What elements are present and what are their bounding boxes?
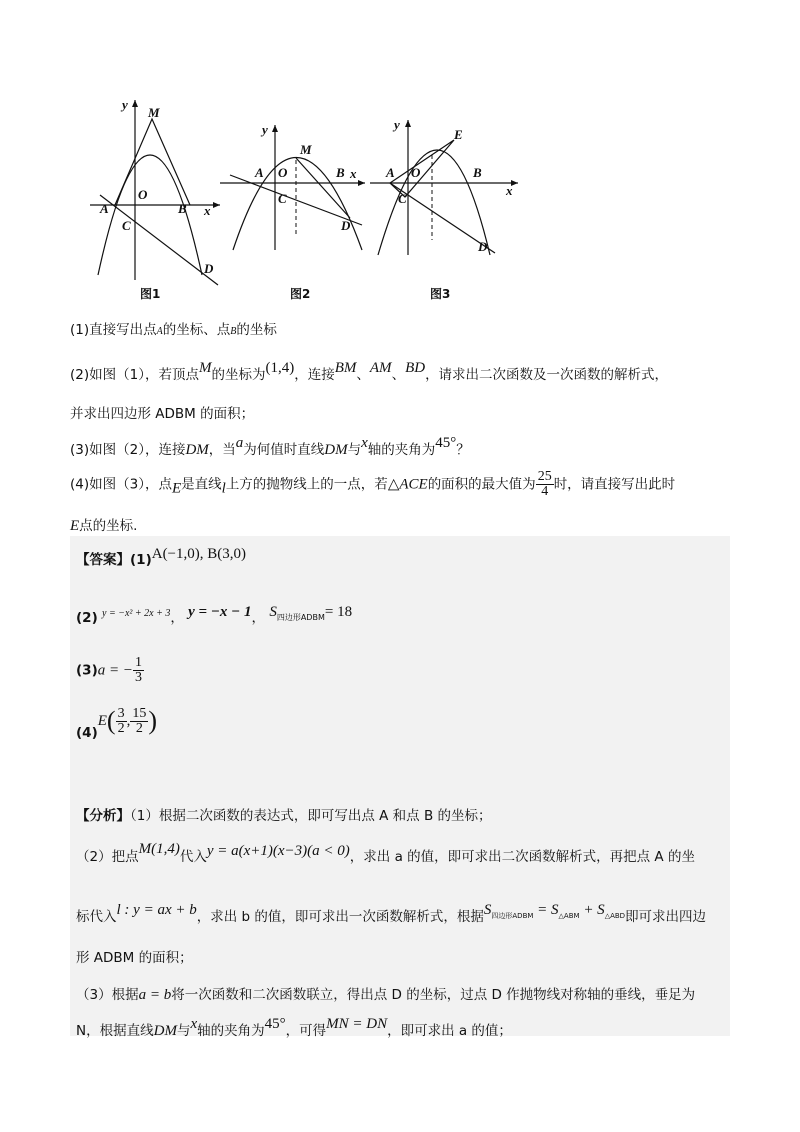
analysis-p3-s1-sub: 四边形ADBM [491,912,534,920]
analysis-p3-s3-sub: △ABD [604,912,626,920]
answer-line-2: (2) $^{y = -x^2 + 2x + 3}$， y = −x − 1， S四边形ADBM= 18 [76,604,353,626]
q3-mid-3: 与 [347,442,362,458]
fig2-label-d: D [341,218,351,233]
q3-prefix: (3)如图（2），连接 [70,442,186,458]
analysis-p1: （1）根据二次函数的表达式，即可写出点 A 和点 B 的坐标； [130,808,492,824]
q2-coord-text: 的坐标为 [211,367,266,383]
fig3-label-d: D [478,239,488,254]
q2-prefix: (2)如图（1），若顶点 [70,367,199,383]
analysis-line-2 [76,841,695,865]
answer-4-fraction-2 [130,707,148,736]
q4-prefix: (4)如图（3），点 [70,476,172,493]
fig3-label-a: A [386,165,395,180]
analysis-line-5 [76,983,695,1004]
analysis-p2-a: （2）把点 [76,849,139,865]
analysis-p6-d: ，可得 [285,1023,327,1039]
analysis-p6-e: ，即可求出 a 的值； [387,1023,512,1039]
answer-3-num: (3) [76,662,98,679]
answer-4-frac2-den: 2 [135,720,143,736]
fig3-label-c: C [398,191,407,206]
q2-seg-bm: BM [334,360,357,376]
analysis-line-3 [76,902,706,925]
q1-point-b: B [230,326,237,337]
analysis-line-1 [76,804,492,824]
answer-4-frac1-num: 3 [117,705,125,721]
answer-2-area-val: = 18 [324,604,353,620]
answer-line-1 [76,546,246,568]
analysis-p2-eq: y = a(x+1)(x−3)(a < 0) [206,843,350,859]
q3-axis-x: x [361,435,368,451]
q3-mid-4: 轴的夹角为 [367,442,436,458]
analysis-p5-a: （3）根据 [76,987,139,1003]
q1-mid: 的坐标、点 [162,322,231,338]
q1-prefix: (1)直接写出点 [70,322,157,338]
fig1-label-d: D [204,261,214,276]
q3-seg-dm: DM [185,442,209,458]
answer-4-frac1-den: 2 [117,720,125,736]
analysis-line-4: 形 ADBM 的面积； [76,950,193,966]
answer-4-frac2-num: 15 [132,705,147,721]
q2-sep-2: 、 [391,367,406,383]
analysis-p6-c: 轴的夹角为 [197,1023,265,1039]
analysis-p3-b: ，求出 b 的值，即可求出一次函数解析式，根据 [196,909,484,925]
q3-mid-2: 为何值时直线 [243,442,325,458]
answer-4-point-e: E [97,713,107,729]
analysis-p6-b: 与 [176,1023,191,1039]
q4-frac-num: 25 [537,469,552,484]
answer-3-frac-num: 1 [134,655,142,670]
q4-triangle: △ACE [387,476,428,493]
figures [90,95,540,305]
answer-line-4: (4)E( $\frac{3}{2}$ , $\frac{15}{2}$ ) [76,705,157,741]
q1-point-a: A [156,326,163,337]
answer-3-frac-den: 3 [134,670,142,685]
fig2-label-y: y [262,122,268,137]
analysis-p5-b: 将一次函数和二次函数联立，得出点 D 的坐标，过点 D 作抛物线对称轴的垂线，垂足为 [171,987,696,1003]
analysis-p2-m: M(1,4) [138,841,180,857]
q3-suffix: ？ [456,442,470,458]
answer-2-quadratic: y = −x² + 2x + 3 [102,608,171,619]
answer-3-lhs: a = − [97,662,133,679]
question-2 [70,358,668,385]
fig3-caption: 图3 [430,287,451,301]
answer-4-num: (4) [76,725,98,741]
fig1-label-x: x [204,203,211,218]
analysis-line-6 [76,1016,512,1040]
fig3-label-y: y [394,117,400,132]
fig1-label-m: M [148,105,160,120]
q4-line-l: l [221,480,226,497]
fig3-label-e: E [454,127,463,142]
q2-seg-bd: BD [405,360,426,376]
q4-mid-3: 的面积的最大值为 [427,476,536,493]
q2-point-m: M [198,360,212,376]
q4-line2-text: 点的坐标. [79,518,138,534]
fig2-label-a: A [255,165,264,180]
question-1 [70,320,277,342]
q4-mid-2: 上方的抛物线上的一点，若 [225,476,388,493]
analysis-p3-s1: S [483,902,492,918]
analysis-p6-x: x [190,1016,198,1032]
fig3-label-o: O [411,165,421,180]
q3-seg-dm-2: DM [324,442,348,458]
q3-angle: 45° [435,435,457,451]
q2-sep-1: 、 [356,367,370,383]
analysis-p6-eq: MN = DN [326,1016,388,1032]
answer-2-num: (2) [76,610,98,626]
answer-line-3 [76,656,144,685]
answer-2-area-sub: 四边形ADBM [276,613,325,622]
analysis-p3-s2-sub: △ABM [558,912,580,920]
analysis-p3-c: 即可求出四边 [625,909,707,925]
analysis-p3-a: 标代入 [76,909,117,925]
figure-1 [90,95,240,305]
fig2-caption: 图2 [290,287,311,301]
q2-seg-am: AM [369,360,392,376]
answer-2-linear: y = −x − 1 [188,604,252,620]
q3-var-a: a [235,435,244,451]
q4-frac-den: 4 [541,484,549,499]
fig1-label-o: O [138,187,148,202]
q4-point-e: E [171,480,182,497]
fig1-label-y: y [122,97,128,112]
q4-fraction [536,470,554,499]
question-2-line-2: 并求出四边形 ADBM 的面积； [70,406,255,422]
fig2-label-b: B [336,165,345,180]
analysis-p2-c: ，求出 a 的值，即可求出二次函数解析式，再把点 A 的坐 [349,849,695,865]
answer-panel [70,536,730,1039]
fig1-label-a: A [100,201,109,216]
analysis-p3-plus: + S [579,902,605,918]
question-4 [70,470,675,503]
answer-label: 【答案】 [76,552,130,568]
fig3-label-b: B [473,165,482,180]
q2-join: ，连接 [294,367,335,383]
q4-mid-1: 是直线 [181,476,222,493]
answer-1: A(−1,0), B(3,0) [151,546,247,562]
analysis-p3-eq2: = S [533,902,559,918]
figure-2 [230,120,380,330]
answer-3-fraction [133,656,144,685]
fig2-label-m: M [300,142,312,157]
analysis-p3-eq: l : y = ax + b [116,902,197,918]
q3-mid-1: ，当 [208,442,236,458]
fig2-label-c: C [278,191,287,206]
q2-coord: (1,4) [265,360,295,376]
answer-4-fraction-1 [116,707,127,736]
question-3 [70,433,470,460]
q1-suffix: 的坐标 [236,322,277,338]
figure-3 [370,115,530,325]
fig1-label-c: C [122,218,131,233]
fig3-label-x: x [506,183,513,198]
q4-suffix: 时，请直接写出此时 [553,476,676,493]
analysis-label: 【分析】 [76,808,130,824]
analysis-p6-dm: DM [153,1023,177,1039]
q2-suffix: ，请求出二次函数及一次函数的解析式， [425,367,669,383]
fig1-caption: 图1 [140,287,161,301]
analysis-p6-a: N，根据直线 [76,1023,154,1039]
fig1-label-b: B [178,201,187,216]
fig2-label-o: O [278,165,288,180]
analysis-p2-b: 代入 [179,849,207,865]
answer-1-num: (1) [130,552,152,568]
q4-line2-point-e: E [70,518,80,534]
analysis-p6-angle: 45° [264,1016,286,1032]
answer-2-area-s: S [269,604,277,620]
question-4-line-2 [70,516,137,536]
analysis-p5-eq: a = b [138,987,172,1003]
fig2-label-x: x [350,166,357,181]
